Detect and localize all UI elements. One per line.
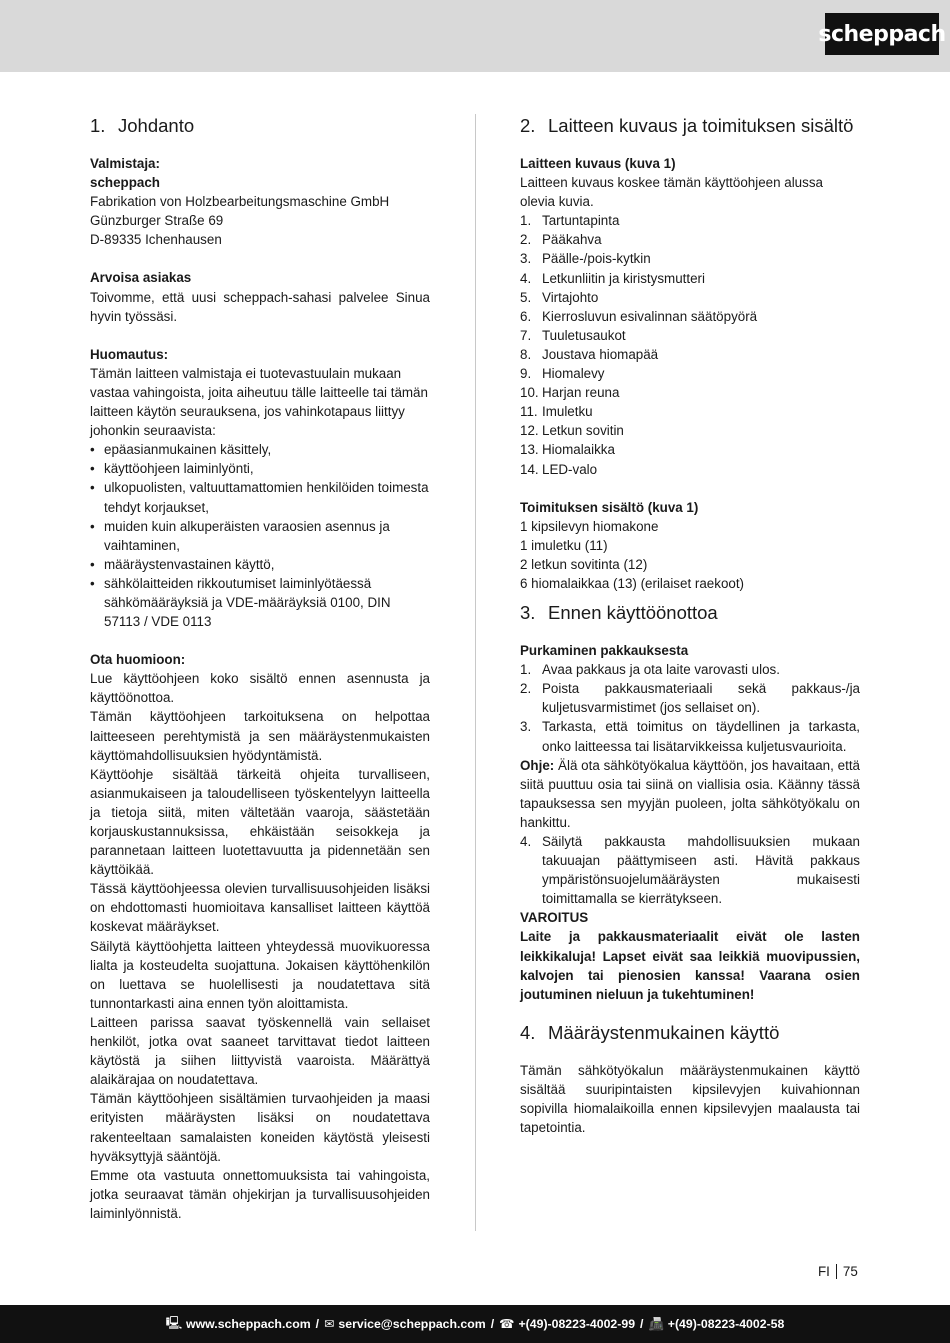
fax-icon: 📠	[648, 1316, 664, 1331]
list-item	[520, 717, 860, 755]
unpack-steps	[520, 660, 860, 755]
warning-label: VAROITUS	[520, 910, 589, 926]
manufacturer-line: Günzburger Straße 69	[90, 213, 224, 229]
footer-bar	[0, 1305, 950, 1343]
list-item	[520, 269, 860, 288]
item-number: 9.	[520, 366, 532, 382]
item-text: Imuletku	[542, 404, 593, 420]
warning-text: Laite ja pakkausmateriaalit eivät ole lasten leikkikaluja! Lapset eivät saa leikkiä muovipussien, kalvojen tai pienosien kanssa! Vaarana osien joutuminen nieluun ja tukehtuminen!	[520, 929, 860, 1002]
delivery-line: 6 hiomalaikkaa (13) (erilaiset raekoot)	[520, 575, 745, 591]
item-number: 1.	[520, 213, 532, 229]
item-number: 1.	[520, 662, 532, 678]
page-number-divider	[836, 1264, 837, 1279]
list-item	[520, 402, 860, 421]
manufacturer-line: D-89335 Ichenhausen	[90, 232, 222, 248]
list-item: • käyttöohjeen laiminlyönti,	[90, 459, 430, 478]
language-code: FI	[818, 1264, 830, 1279]
item-text: Poista pakkausmateriaali sekä pakkaus-/ja kuljetusvarmistimet (jos sellaiset on).	[542, 681, 860, 716]
list-item	[520, 211, 860, 230]
list-item: • määräystenvastainen käyttö,	[90, 555, 430, 574]
page-number	[818, 1264, 858, 1279]
list-item	[520, 249, 860, 268]
list-item	[520, 679, 860, 717]
item-text: Kierrosluvun esivalinnan säätöpyörä	[542, 308, 758, 324]
section-title: Laitteen kuvaus ja toimituksen sisältö	[548, 115, 854, 136]
left-column	[90, 116, 430, 1223]
item-text: Virtajohto	[542, 289, 599, 305]
section-number: 4.	[520, 1021, 536, 1043]
item-text: Letkunliitin ja kiristysmutteri	[542, 270, 705, 286]
delivery-line: 1 imuletku (11)	[520, 537, 608, 553]
section-2-heading	[520, 116, 860, 136]
item-text: Säilytä pakkausta mahdollisuuksien mukaan takuuajan päättymiseen asti. Hävitä pakkaus ympäristönsuojelumääräysten mukaisesti toimittamalla se kierrätykseen.	[542, 834, 860, 907]
list-item	[520, 364, 860, 383]
manufacturer-label: Valmistaja:	[90, 156, 160, 171]
note-bullet-list	[90, 440, 430, 631]
item-number: 6.	[520, 308, 532, 324]
item-text: Hiomalevy	[542, 366, 605, 382]
list-item	[520, 421, 860, 440]
manufacturer-brand: scheppach	[90, 175, 160, 191]
item-text: Päälle-/pois-kytkin	[542, 251, 651, 267]
item-text: Harjan reuna	[542, 385, 620, 401]
note-text: Tämän laitteen valmistaja ei tuotevastuulain mukaan vastaa vahingoista, joita aiheutuu tälle laitteelle tai tämän laitteen käytön seurauksena, jos vahinkotapaus liittyy johonkin seuraavista:	[90, 365, 428, 439]
footer-email[interactable]: service@scheppach.com	[338, 1317, 486, 1331]
delivery-line: 1 kipsilevyn hiomakone	[520, 518, 659, 534]
item-text: Hiomalaikka	[542, 442, 615, 458]
customer-text: Toivomme, että uusi scheppach-sahasi palvelee Sinua hyvin työssäsi.	[90, 289, 430, 324]
computer-icon: 🖳	[165, 1315, 183, 1330]
header-bar	[0, 0, 950, 72]
list-item	[520, 383, 860, 402]
customer-label: Arvoisa asiakas	[90, 270, 192, 286]
note-label: Huomautus:	[90, 346, 169, 362]
list-item	[520, 460, 860, 479]
section-title: Määräystenmukainen käyttö	[548, 1021, 780, 1043]
item-number: 3.	[520, 251, 532, 267]
section-title: Ennen käyttöönottoa	[548, 602, 718, 624]
attention-paragraph: Käyttöohje sisältää tärkeitä ohjeita turvalliseen, asianmukaiseen ja taloudelliseen työskentelyyn laitteella ja tietoja siitä, miten vältetään vaaroja, säästetään korjauskustannuksissa, ehkäistään seisokkeja ja parannetaan laitteen luotettavuutta ja pidennetään sen käyttöikää.	[90, 766, 430, 878]
footer-separator: /	[315, 1317, 320, 1331]
mail-icon: ✉	[324, 1317, 335, 1331]
item-number: 5.	[520, 289, 532, 305]
note-text: Älä ota sähkötyökalua käyttöön, jos havaitaan, että siitä puuttuu osia tai siinä on viallisia osia. Käänny tässä tapauksessa sen myyjän puoleen, jolta sähkötyökalu on hankittu.	[520, 757, 860, 830]
item-text: Joustava hiomapää	[542, 346, 659, 362]
unpack-label: Purkaminen pakkauksesta	[520, 643, 689, 659]
item-number: 8.	[520, 346, 532, 362]
usage-text: Tämän sähkötyökalun määräystenmukainen käyttö sisältää suuripintaisten kipsilevyjen kuivahionnan sopivilla hiomalaikoilla ennen kipsilevyjen maalausta tai tapetointia.	[520, 1062, 860, 1136]
item-text: Tartuntapinta	[542, 213, 620, 229]
item-number: 2.	[520, 681, 532, 697]
delivery-line: 2 letkun sovitinta (12)	[520, 556, 648, 572]
section-3-heading	[520, 603, 860, 623]
list-item	[520, 307, 860, 326]
item-number: 7.	[520, 327, 532, 343]
list-item: • ulkopuolisten, valtuuttamattomien henkilöiden toimesta tehdyt korjaukset,	[90, 478, 430, 516]
item-number: 12.	[520, 423, 539, 439]
description-label: Laitteen kuvaus (kuva 1)	[520, 156, 676, 171]
item-number: 2.	[520, 232, 532, 248]
section-1-heading	[90, 116, 430, 136]
item-text: Pääkahva	[542, 232, 602, 248]
unpack-note	[520, 756, 860, 832]
list-item	[520, 832, 860, 908]
section-number: 1.	[90, 115, 106, 136]
attention-paragraph: Tämän käyttöohjeen sisältämien turvaohjeiden ja maasi erityisten määräysten lisäksi on noudatettava rakenteeltaan samalaisten koneiden käytöstä yleisesti hyväksyttyjä sääntöjä.	[90, 1091, 430, 1164]
item-number: 14.	[520, 461, 539, 477]
footer-website[interactable]: www.scheppach.com	[186, 1317, 311, 1331]
attention-paragraph: Säilytä käyttöohjetta laitteen yhteydessä muovikuoressa lialta ja kosteudelta suojattuna. Jokaisen käyttöhenkilön on luettava se huolellisesti ja noudatettava sitä tunnontarkasti aina ennen työn aloittamista.	[90, 938, 430, 1011]
section-number: 3.	[520, 602, 536, 624]
item-text: LED-valo	[542, 461, 598, 477]
scheppach-logo: scheppach	[825, 13, 939, 55]
item-number: 10.	[520, 385, 539, 401]
attention-paragraph: Tässä käyttöohjeessa olevien turvallisuusohjeiden lisäksi on ehdottomasti huomioitava kansalliset laitteen käyttöä koskevat määräykset.	[90, 881, 430, 935]
item-text: Letkun sovitin	[542, 423, 624, 439]
list-item: • epäasianmukainen käsittely,	[90, 440, 430, 459]
list-item: • sähkölaitteiden rikkoutumiset laiminlyötäessä sähkömääräyksiä ja VDE-määräyksiä 0100, DIN 57113 / VDE 0113	[90, 574, 430, 631]
item-number: 13.	[520, 442, 539, 458]
item-number: 3.	[520, 719, 532, 735]
section-number: 2.	[520, 115, 536, 136]
unpack-step-4	[520, 832, 860, 908]
list-item: • muiden kuin alkuperäisten varaosien asennus ja vaihtaminen,	[90, 517, 430, 555]
attention-label: Ota huomioon:	[90, 652, 186, 668]
list-item	[520, 660, 860, 679]
manufacturer-line: Fabrikation von Holzbearbeitungsmaschine GmbH	[90, 194, 390, 210]
description-text: Laitteen kuvaus koskee tämän käyttöohjeen alussa olevia kuvia.	[520, 175, 823, 210]
phone-icon: ☎	[499, 1317, 515, 1331]
item-text: Tuuletusaukot	[542, 327, 626, 343]
note-label: Ohje:	[520, 757, 555, 773]
attention-paragraph: Laitteen parissa saavat työskennellä vain sellaiset henkilöt, jotka ovat saaneet tarvittavat tiedot laitteen käytöstä ja siihen liittyvistä vaaroista. Määrättyä alaikärajaa on noudatettava.	[90, 1014, 430, 1088]
item-text: Tarkasta, että toimitus on täydellinen ja tarkasta, onko laitteessa tai lisätarvikkeissa kuljetusvaurioita.	[542, 719, 860, 754]
list-item	[520, 440, 860, 459]
delivery-label: Toimituksen sisältö (kuva 1)	[520, 499, 699, 515]
attention-paragraph: Emme ota vastuuta onnettomuuksista tai vahingoista, jotka seuraavat tämän ohjekirjan ja turvallisuusohjeiden laiminlyönnistä.	[90, 1167, 430, 1221]
attention-paragraph: Lue käyttöohjeen koko sisältö ennen asennusta ja käyttöönottoa.	[90, 671, 430, 706]
item-number: 4.	[520, 270, 532, 286]
list-item	[520, 326, 860, 345]
list-item	[520, 288, 860, 307]
footer-fax: +(49)-08223-4002-58	[667, 1317, 785, 1331]
right-column	[520, 116, 860, 1137]
section-title: Johdanto	[118, 115, 195, 136]
item-number: 11.	[520, 404, 538, 420]
attention-paragraph: Tämän käyttöohjeen tarkoituksena on helpottaa laitteeseen perehtymistä ja sen määräystenmukaisten käyttömahdollisuuksien hyödyntämistä.	[90, 709, 430, 763]
footer-separator: /	[640, 1317, 644, 1331]
list-item	[520, 230, 860, 249]
parts-list	[520, 211, 860, 478]
section-4-heading	[520, 1023, 860, 1043]
list-item	[520, 345, 860, 364]
page-number-value: 75	[842, 1264, 858, 1279]
item-text: Avaa pakkaus ja ota laite varovasti ulos.	[542, 662, 780, 678]
footer-separator: /	[490, 1317, 495, 1331]
column-divider	[475, 114, 476, 1231]
footer-phone: +(49)-08223-4002-99	[518, 1317, 636, 1331]
item-number: 4.	[520, 834, 532, 849]
